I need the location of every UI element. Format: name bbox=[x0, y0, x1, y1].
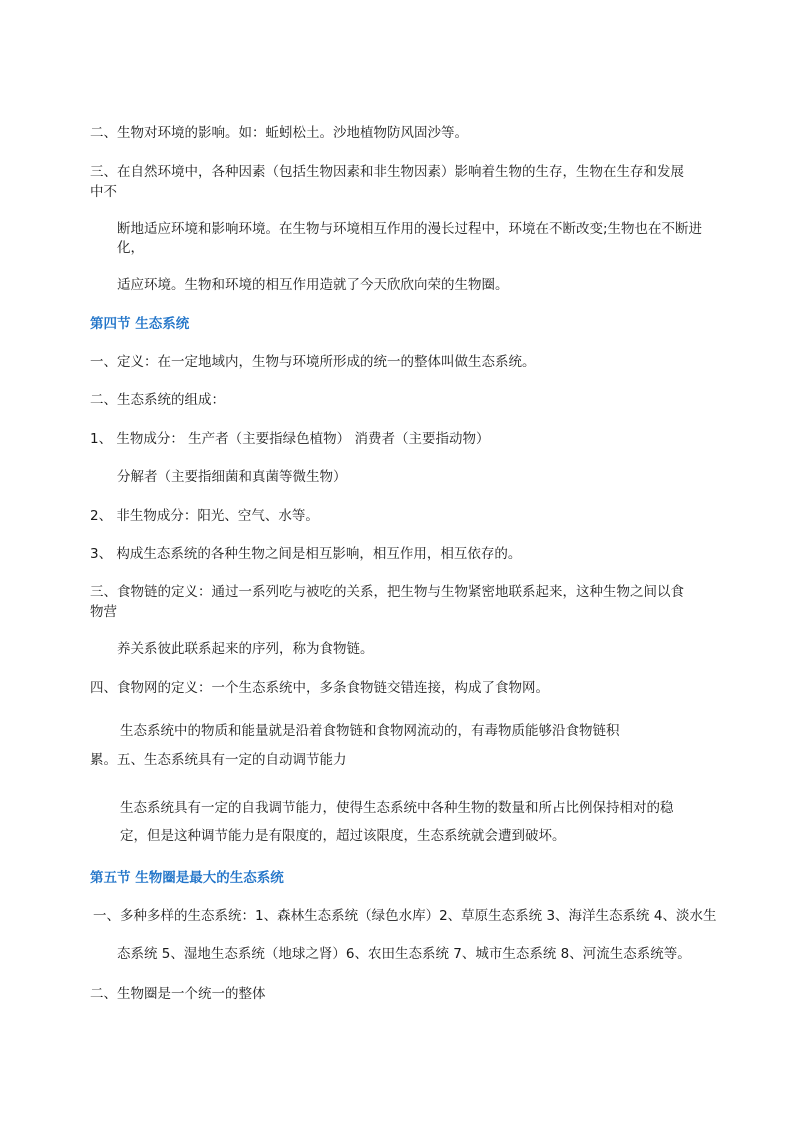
section-heading-5: 第五节 生物圈是最大的生态系统 bbox=[90, 870, 284, 886]
text-line-5: 化， bbox=[117, 240, 144, 256]
text-line-1: 二、生物对环境的影响。如：蚯蚓松土。沙地植物防风固沙等。 bbox=[90, 125, 468, 141]
text-line-13: 三、食物链的定义：通过一系列吃与被吃的关系，把生物与生物紧密地联系起来，这种生物之间以食 bbox=[90, 584, 684, 600]
text-line-16: 四、食物网的定义：一个生态系统中，多条食物链交错连接，构成了食物网。 bbox=[90, 680, 549, 696]
text-line-4: 断地适应环境和影响环境。在生物与环境相互作用的漫长过程中，环境在不断改变;生物也在不断进 bbox=[117, 221, 703, 237]
text-line-12: 3、 构成生态系统的各种生物之间是相互影响，相互作用，相互依存的。 bbox=[90, 546, 522, 562]
text-line-19: 生态系统具有一定的自我调节能力，使得生态系统中各种生物的数量和所占比例保持相对的稳 bbox=[120, 800, 674, 816]
text-line-20: 定，但是这种调节能力是有限度的，超过该限度，生态系统就会遭到破坏。 bbox=[120, 828, 566, 844]
text-line-8: 二、生态系统的组成： bbox=[90, 392, 225, 408]
text-line-15: 养关系彼此联系起来的序列，称为食物链。 bbox=[117, 641, 374, 657]
text-line-14: 物营 bbox=[90, 604, 117, 620]
text-line-2: 三、在自然环境中，各种因素（包括生物因素和非生物因素）影响着生物的生存，生物在生存和发展 bbox=[90, 164, 684, 180]
text-line-23: 二、生物圈是一个统一的整体 bbox=[90, 986, 266, 1002]
text-line-3: 中不 bbox=[90, 184, 117, 200]
text-line-17: 生态系统中的物质和能量就是沿着食物链和食物网流动的，有毒物质能够沿食物链积 bbox=[120, 723, 620, 739]
text-line-18: 累。五、生态系统具有一定的自动调节能力 bbox=[90, 752, 347, 768]
text-line-21: 一、多种多样的生态系统：1、森林生态系统（绿色水库）2、草原生态系统 3、海洋生态系统 4、淡水生 bbox=[93, 908, 717, 924]
text-line-10: 分解者（主要指细菌和真菌等微生物） bbox=[117, 469, 347, 485]
text-line-7: 一、定义：在一定地域内，生物与环境所形成的统一的整体叫做生态系统。 bbox=[90, 354, 536, 370]
section-heading-4: 第四节 生态系统 bbox=[90, 316, 190, 332]
text-line-22: 态系统 5、湿地生态系统（地球之肾）6、农田生态系统 7、城市生态系统 8、河流生态系统等。 bbox=[117, 946, 691, 962]
text-line-11: 2、 非生物成分：阳光、空气、水等。 bbox=[90, 508, 319, 524]
text-line-9: 1、 生物成分： 生产者（主要指绿色植物） 消费者（主要指动物） bbox=[90, 431, 490, 447]
text-line-6: 适应环境。生物和环境的相互作用造就了今天欣欣向荣的生物圈。 bbox=[117, 277, 509, 293]
